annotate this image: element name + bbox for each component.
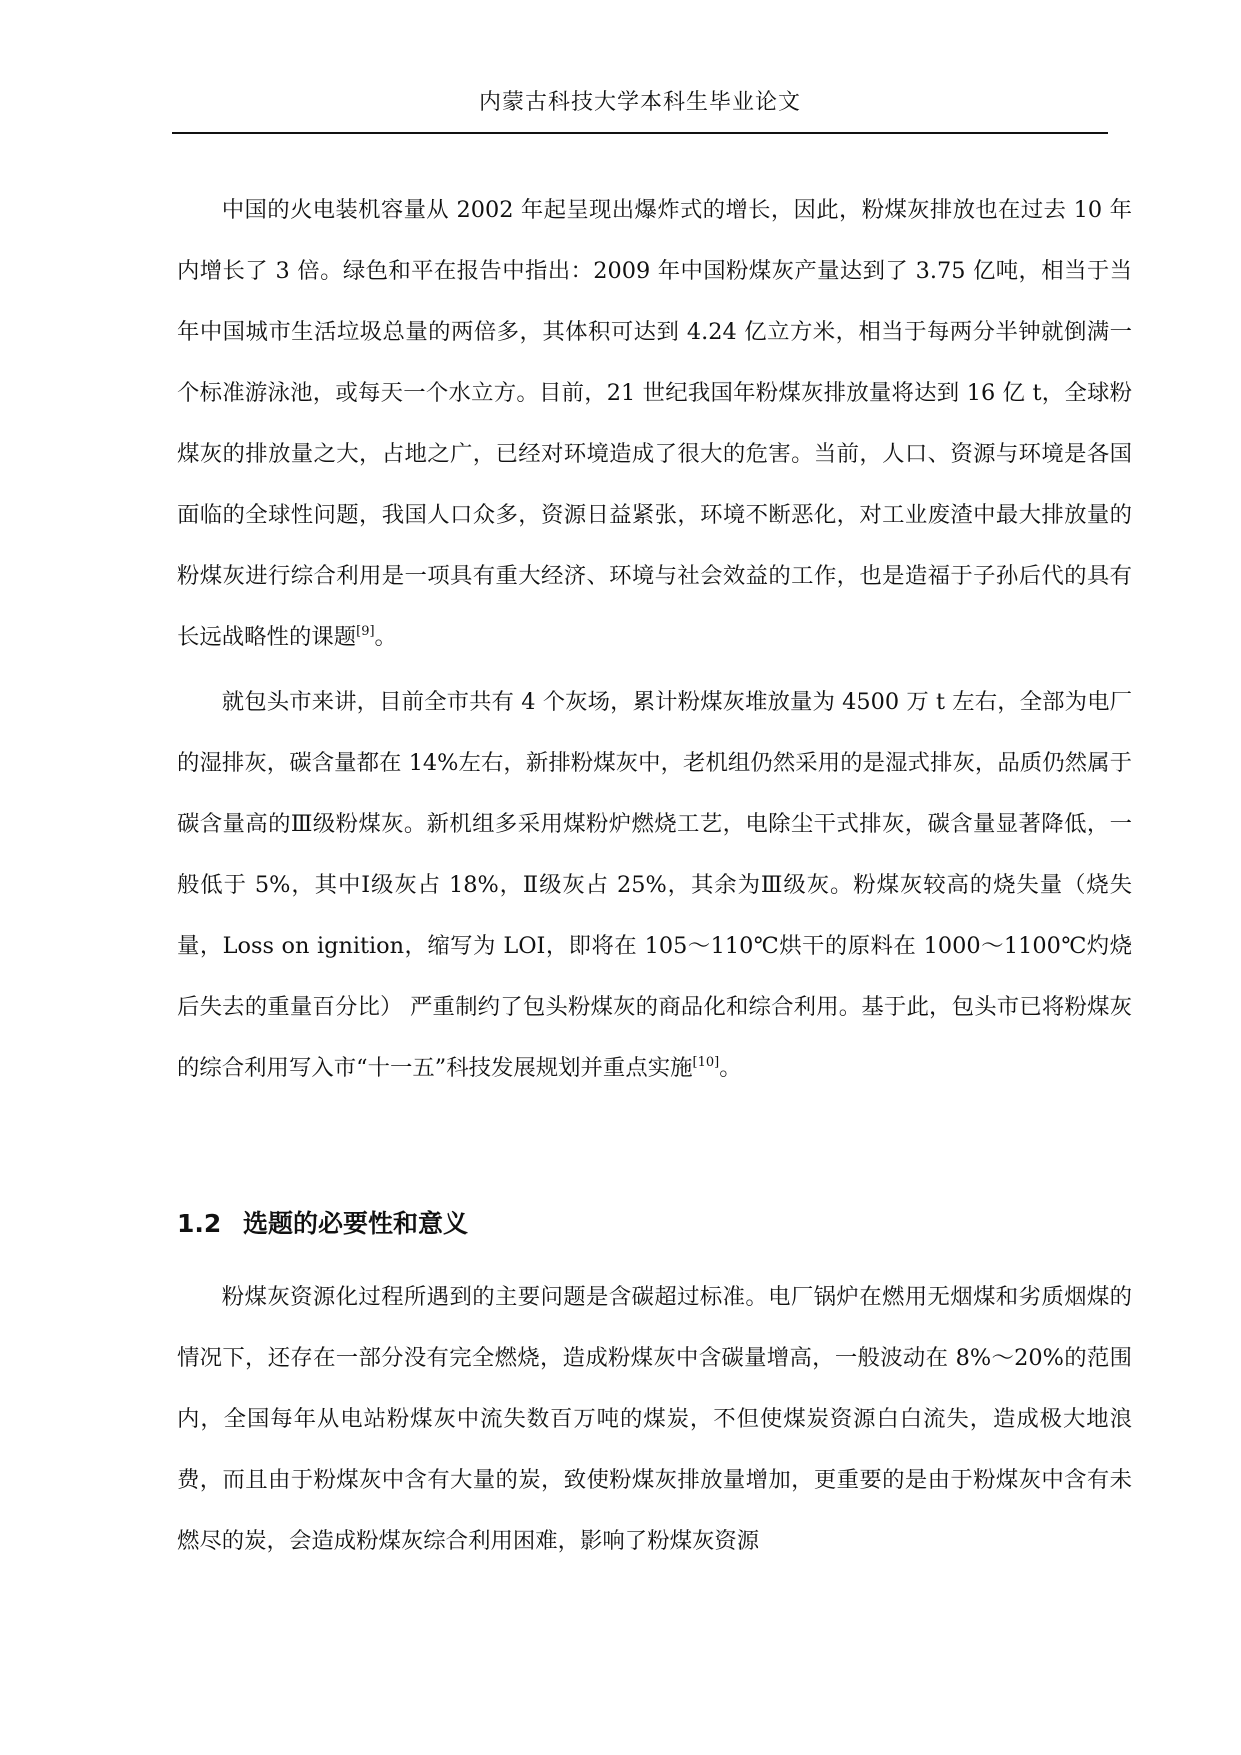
paragraph-1-text: 中国的火电装机容量从 2002 年起呈现出爆炸式的增长，因此，粉煤灰排放也在过去 10 年内增长了 3 倍。绿色和平在报告中指出：2009 年中国粉煤灰产量达到了 3.75 亿吨，相当于当年中国城市生活垃圾总量的两倍多，其体积可达到 4.24 亿立方米，相当于每两分半钟就倒满一个标准游泳池，或每天一个水立方。目前，21 世纪我国年粉煤灰排放量将达到 16 亿 t，全球粉煤灰的排放量之大，占地之广，已经对环境造成了很大的危害。当前，人口、资源与环境是各国面临的全球性问题，我国人口众多，资源日益紧张，环境不断恶化，对工业废渣中最大排放量的粉煤灰进行综合利用是一项具有重大经济、环境与社会效益的工作，也是造福于子孙后代的具有长远战略性的课题 xyxy=(177,197,1132,650)
citation-9: [9] xyxy=(356,624,375,639)
running-header: 内蒙古科技大学本科生毕业论文 xyxy=(478,90,801,115)
section-heading xyxy=(177,1207,468,1241)
paragraph-2-end: 。 xyxy=(719,1055,742,1081)
section-title: 选题的必要性和意义 xyxy=(243,1209,469,1238)
citation-10: [10] xyxy=(692,1055,720,1070)
body-paragraph-2 xyxy=(177,672,1132,1099)
header-rule xyxy=(172,132,1108,134)
body-paragraph-3 xyxy=(177,1267,1132,1572)
section-number: 1.2 xyxy=(177,1209,222,1238)
paragraph-2-text: 就包头市来讲，目前全市共有 4 个灰场，累计粉煤灰堆放量为 4500 万 t 左右，全部为电厂的湿排灰，碳含量都在 14%左右，新排粉煤灰中，老机组仍然采用的是湿式排灰，品质仍然属于碳含量高的Ⅲ级粉煤灰。新机组多采用煤粉炉燃烧工艺，电除尘干式排灰，碳含量显著降低，一般低于 5%，其中Ⅰ级灰占 18%，Ⅱ级灰占 25%，其余为Ⅲ级灰。粉煤灰较高的烧失量（烧失量，Loss on ignition，缩写为 LOI，即将在 105～110℃烘干的原料在 1000～1100℃灼烧后失去的重量百分比） 严重制约了包头粉煤灰的商品化和综合利用。基于此，包头市已将粉煤灰的综合利用写入市“十一五”科技发展规划并重点实施 xyxy=(177,689,1132,1081)
body-paragraph-1 xyxy=(177,180,1132,668)
paragraph-1-end: 。 xyxy=(374,624,397,650)
paragraph-3-text: 粉煤灰资源化过程所遇到的主要问题是含碳超过标准。电厂锅炉在燃用无烟煤和劣质烟煤的情况下，还存在一部分没有完全燃烧，造成粉煤灰中含碳量增高，一般波动在 8%～20%的范围内，全国每年从电站粉煤灰中流失数百万吨的煤炭，不但使煤炭资源白白流失，造成极大地浪费，而且由于粉煤灰中含有大量的炭，致使粉煤灰排放量增加，更重要的是由于粉煤灰中含有未燃尽的炭，会造成粉煤灰综合利用困难，影响了粉煤灰资源 xyxy=(177,1284,1132,1554)
